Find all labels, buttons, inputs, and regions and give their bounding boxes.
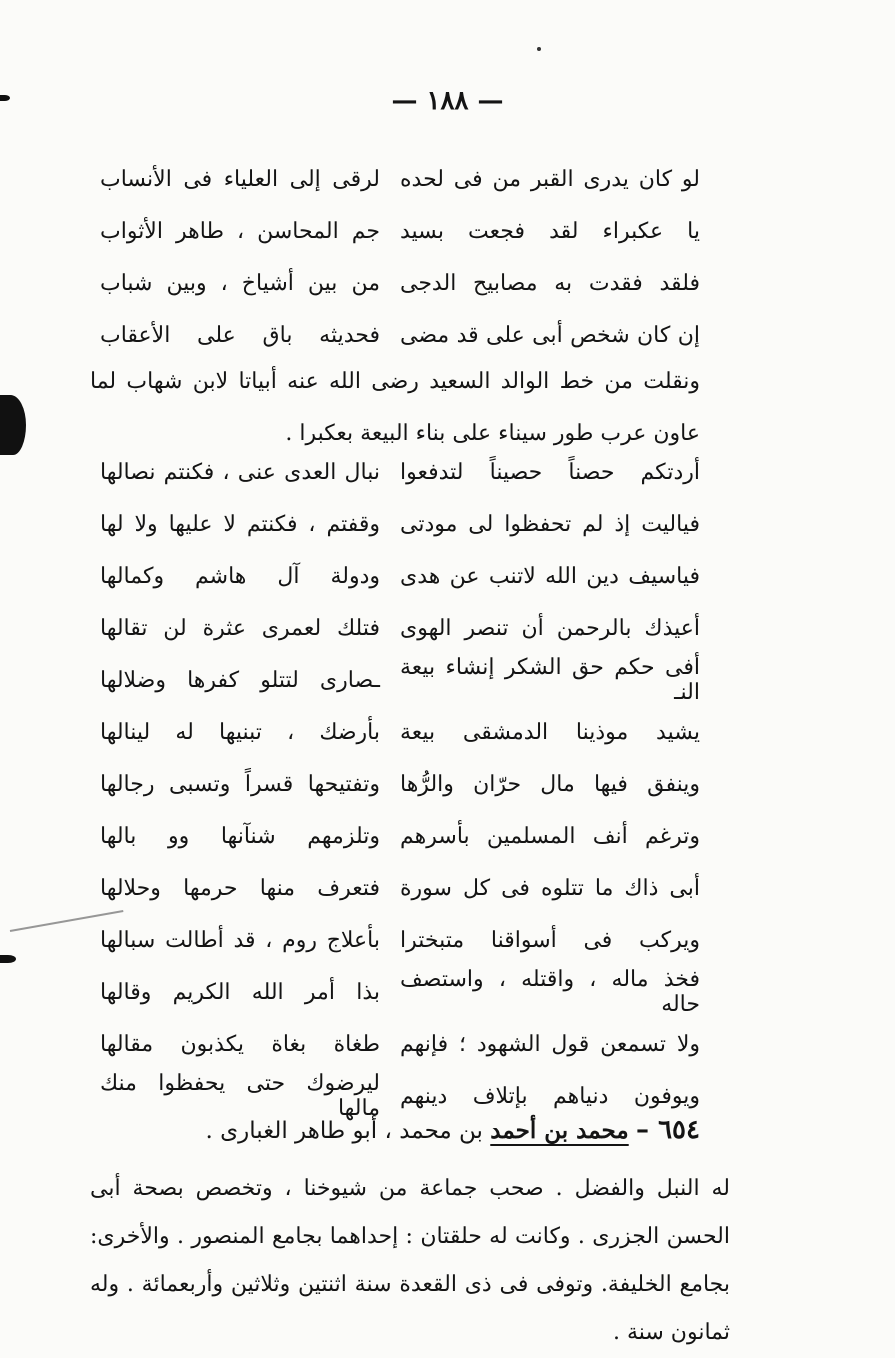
verse-line <box>100 257 700 309</box>
verse-first-hemistich: يا عكبراء لقد فجعت بسيد <box>400 218 700 244</box>
verse-line <box>100 706 700 758</box>
verse-line <box>100 205 700 257</box>
verse-first-hemistich: وينفق فيها مال حرّان والرُّها <box>400 771 700 797</box>
verse-second-hemistich: طغاة بغاة يكذبون مقالها <box>100 1031 380 1057</box>
ink-blot <box>0 395 26 455</box>
verse-line <box>100 153 700 205</box>
verse-second-hemistich: فتلك لعمرى عثرة لن تقالها <box>100 615 380 641</box>
verse-second-hemistich: نبال العدى عنى ، فكنتم نصالها <box>100 459 380 485</box>
verse-line <box>100 966 700 1018</box>
verse-first-hemistich: إن كان شخص أبى على قد مضى <box>400 322 700 348</box>
ink-speck <box>537 47 541 51</box>
verse-first-hemistich: أردتكم حصناً حصيناً لتدفعوا <box>400 459 700 485</box>
verse-first-hemistich: ولا تسمعن قول الشهود ؛ فإنهم <box>400 1031 700 1057</box>
verse-first-hemistich: أعيذك بالرحمن أن تنصر الهوى <box>400 615 700 641</box>
verse-second-hemistich: جم المحاسن ، طاهر الأثواب <box>100 218 380 244</box>
verse-line <box>100 654 700 706</box>
verse-second-hemistich: بأرضك ، تبنيها له لينالها <box>100 719 380 745</box>
verse-second-hemistich: لرقى إلى العلياء فى الأنساب <box>100 166 380 192</box>
verse-first-hemistich: ويركب فى أسواقنا متبخترا <box>400 927 700 953</box>
verse-line <box>100 446 700 498</box>
verse-first-hemistich: فياليت إذ لم تحفظوا لى مودتى <box>400 511 700 537</box>
verse-second-hemistich: ليرضوك حتى يحفظوا منك مالها <box>100 1071 380 1121</box>
entry-name: محمد بن أحمد <box>490 1117 629 1144</box>
entry-number: ٦٥٤ – <box>636 1115 700 1145</box>
verse-second-hemistich: وتلزمهم شنآنها وو بالها <box>100 823 380 849</box>
poem-block-one <box>100 153 700 361</box>
poem-block-two <box>100 446 700 1122</box>
verse-second-hemistich: فتعرف منها حرمها وحلالها <box>100 875 380 901</box>
verse-line <box>100 602 700 654</box>
verse-first-hemistich: يشيد موذينا الدمشقى بيعة <box>400 719 700 745</box>
entry-name-rest: بن محمد ، أبو طاهر الغبارى . <box>205 1118 483 1144</box>
verse-first-hemistich: فلقد فقدت به مصابيح الدجى <box>400 270 700 296</box>
verse-first-hemistich: أبى ذاك ما تتلوه فى كل سورة <box>400 875 700 901</box>
verse-line <box>100 498 700 550</box>
page-number: — ١٨٨ — <box>391 86 504 116</box>
verse-second-hemistich: بذا أمر الله الكريم وقالها <box>100 979 380 1005</box>
verse-line <box>100 914 700 966</box>
verse-first-hemistich: لو كان يدرى القبر من فى لحده <box>400 166 700 192</box>
verse-line <box>100 758 700 810</box>
verse-second-hemistich: ـصارى لتتلو كفرها وضلالها <box>100 667 380 693</box>
verse-second-hemistich: بأعلاج روم ، قد أطالت سبالها <box>100 927 380 953</box>
verse-line <box>100 1018 700 1070</box>
verse-line <box>100 862 700 914</box>
verse-first-hemistich: أفى حكم حق الشكر إنشاء بيعة النـ <box>400 655 700 705</box>
verse-first-hemistich: ويوفون دنياهم بإتلاف دينهم <box>400 1083 700 1109</box>
prose-paragraph-one: ونقلت من خط الوالد السعيد رضى الله عنه أبياتا لابن شهاب لما عاون عرب طور سيناء على بناء البيعة بعكبرا . <box>90 369 700 446</box>
ink-mark-bottom <box>0 955 16 963</box>
biography-text: له النبل والفضل . صحب جماعة من شيوخنا ، وتخصص بصحة أبى الحسن الجزرى . وكانت له حلقتان : إحداهما بجامع المنصور . والأخرى: بجامع الخليفة. وتوفى فى ذى القعدة سنة اثنتين وثلاثين وأربعمائة . وله ثمانون سنة . <box>90 1176 731 1345</box>
biography-entry-heading <box>80 1105 700 1156</box>
verse-line <box>100 309 700 361</box>
verse-second-hemistich: فحديثه باق على الأعقاب <box>100 322 380 348</box>
verse-line <box>100 810 700 862</box>
verse-second-hemistich: من بين أشياخ ، وبين شباب <box>100 270 380 296</box>
verse-second-hemistich: وقفتم ، فكنتم لا عليها ولا لها <box>100 511 380 537</box>
verse-first-hemistich: فخذ ماله ، واقتله ، واستصف حاله <box>400 967 700 1017</box>
verse-line <box>100 550 700 602</box>
verse-second-hemistich: ودولة آل هاشم وكمالها <box>100 563 380 589</box>
verse-second-hemistich: وتفتيحها قسراً وتسبى رجالها <box>100 771 380 797</box>
verse-first-hemistich: وترغم أنف المسلمين بأسرهم <box>400 823 700 849</box>
verse-first-hemistich: فياسيف دين الله لاتنب عن هدى <box>400 563 700 589</box>
